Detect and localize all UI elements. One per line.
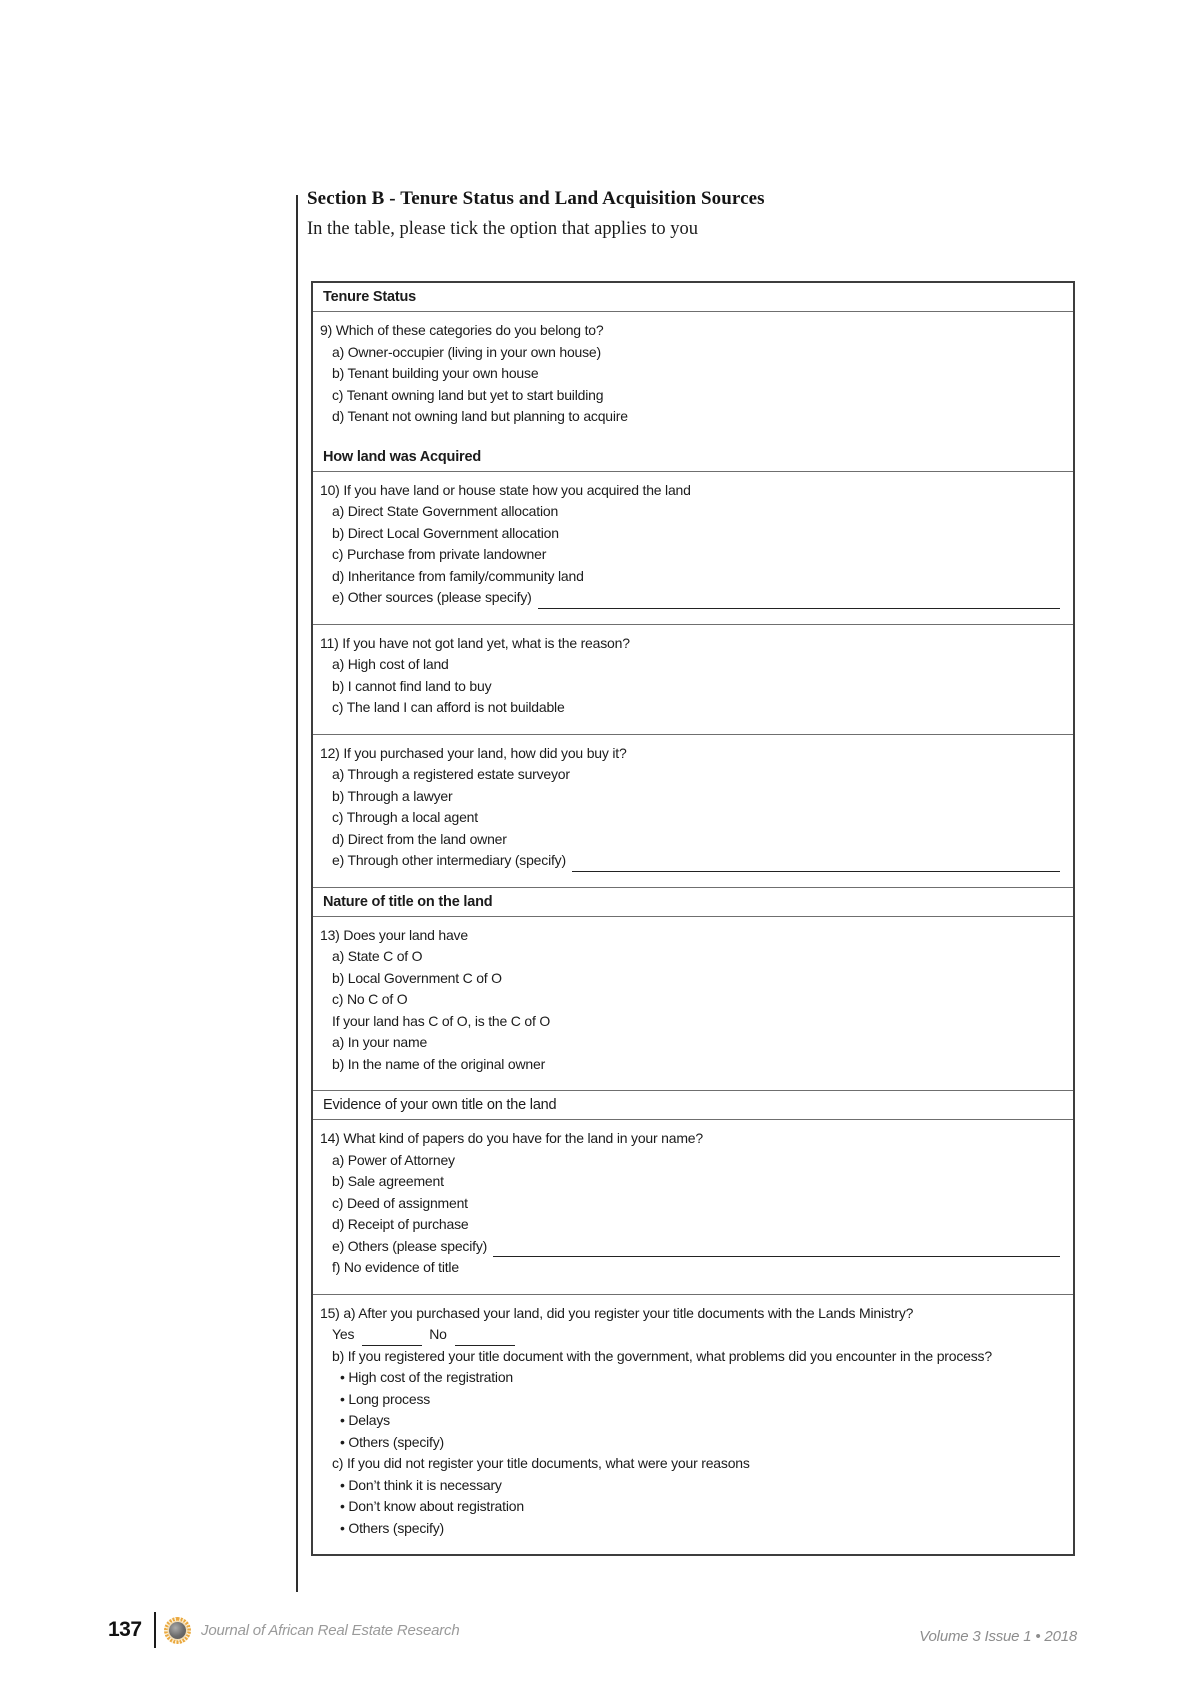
question-block <box>313 472 1073 625</box>
option-line <box>320 320 1061 342</box>
option-line <box>320 850 1061 872</box>
option-line <box>320 1303 1061 1325</box>
option-text: • Long process <box>340 1390 431 1407</box>
option-line <box>320 968 1061 990</box>
option-text: a) In your name <box>332 1034 428 1050</box>
option-text: a) Through a registered estate surveyor <box>332 766 570 782</box>
option-text: e) Other sources (please specify) <box>332 589 532 605</box>
option-text: • Don’t think it is necessary <box>340 1476 502 1493</box>
option-line <box>320 1236 1061 1258</box>
option-text: b) In the name of the original owner <box>332 1055 546 1072</box>
answer-blank-line <box>538 593 1060 609</box>
issue-info: Volume 3 Issue 1 • 2018 <box>919 1628 1077 1645</box>
option-text: a) Owner-occupier (living in your own house) <box>332 343 601 360</box>
journal-logo-icon <box>164 1617 191 1644</box>
footer-divider <box>154 1612 157 1648</box>
option-line <box>320 1367 1061 1389</box>
option-line <box>320 480 1061 502</box>
option-line <box>320 829 1061 851</box>
answer-label: Yes <box>332 1326 355 1342</box>
option-line <box>320 1011 1061 1033</box>
question-block <box>313 625 1073 735</box>
option-text: c) Through a local agent <box>332 809 478 825</box>
option-line <box>320 654 1061 676</box>
instruction-text: In the table, please tick the option that applies to you <box>307 219 698 239</box>
footer-left <box>108 1610 460 1650</box>
option-line <box>320 342 1061 364</box>
option-text: c) The land I can afford is not buildable <box>332 699 565 715</box>
option-line <box>320 566 1061 588</box>
option-line <box>320 385 1061 407</box>
section-title: Section B - Tenure Status and Land Acquisition Sources <box>307 188 765 209</box>
option-text: c) Deed of assignment <box>332 1194 468 1211</box>
option-text: c) Purchase from private landowner <box>332 546 547 562</box>
option-line <box>320 697 1061 719</box>
option-line <box>320 786 1061 808</box>
option-text: 12) If you purchased your land, how did you buy it? <box>320 744 627 761</box>
option-text: b) Tenant building your own house <box>332 365 539 381</box>
option-line <box>320 743 1061 765</box>
answer-blank-line <box>455 1330 515 1346</box>
option-line <box>320 1496 1061 1518</box>
option-line <box>320 676 1061 698</box>
option-text: d) Inheritance from family/community land <box>332 567 584 584</box>
option-line <box>320 544 1061 566</box>
option-line <box>320 523 1061 545</box>
option-text: 14) What kind of papers do you have for the land in your name? <box>320 1130 703 1146</box>
option-line <box>320 1410 1061 1432</box>
option-text: b) Local Government C of O <box>332 969 502 986</box>
table-section-header: How land was Acquired <box>313 443 1073 472</box>
option-line <box>320 501 1061 523</box>
option-text: 10) If you have land or house state how you acquired the land <box>320 481 691 498</box>
option-line <box>320 587 1061 609</box>
question-block <box>313 1120 1073 1295</box>
option-line <box>320 1389 1061 1411</box>
option-line <box>320 406 1061 428</box>
option-text: • Don’t know about registration <box>340 1498 524 1514</box>
option-text: a) Power of Attorney <box>332 1151 455 1168</box>
option-text: d) Direct from the land owner <box>332 830 507 847</box>
option-text: a) State C of O <box>332 948 423 964</box>
answer-blank-line <box>362 1330 422 1346</box>
question-block <box>313 1295 1073 1555</box>
option-text: • Others (specify) <box>340 1433 444 1450</box>
option-text: c) Tenant owning land but yet to start building <box>332 386 604 403</box>
option-text: b) Through a lawyer <box>332 787 453 804</box>
option-line <box>320 1453 1061 1475</box>
option-text: f) No evidence of title <box>332 1259 459 1275</box>
option-line <box>320 1214 1061 1236</box>
option-text: • High cost of the registration <box>340 1369 514 1385</box>
option-line <box>320 1150 1061 1172</box>
option-line <box>320 764 1061 786</box>
option-text: • Others (specify) <box>340 1519 444 1536</box>
option-line <box>320 1518 1061 1540</box>
option-text: b) If you registered your title document with the government, what problems did you encounter in the process? <box>332 1347 992 1364</box>
option-line <box>320 807 1061 829</box>
journal-name: Journal of African Real Estate Research <box>201 1621 460 1639</box>
page-number: 137 <box>108 1618 142 1641</box>
option-line <box>320 1346 1061 1368</box>
option-line <box>320 1054 1061 1076</box>
option-text: a) Direct State Government allocation <box>332 503 559 519</box>
question-block <box>313 917 1073 1092</box>
option-line <box>320 1032 1061 1054</box>
option-text: e) Through other intermediary (specify) <box>332 852 566 868</box>
option-text: d) Receipt of purchase <box>332 1216 469 1232</box>
option-text: c) No C of O <box>332 991 408 1007</box>
option-line <box>320 1324 1061 1346</box>
question-block <box>313 312 1073 443</box>
option-line <box>320 1171 1061 1193</box>
option-text: b) Sale agreement <box>332 1173 444 1189</box>
option-line <box>320 1193 1061 1215</box>
table-section-header: Evidence of your own title on the land <box>313 1091 1073 1120</box>
answer-blank-line <box>572 856 1060 872</box>
option-text: e) Others (please specify) <box>332 1237 488 1254</box>
option-text: b) I cannot find land to buy <box>332 677 492 694</box>
option-text: d) Tenant not owning land but planning to acquire <box>332 408 628 424</box>
question-block <box>313 735 1073 888</box>
option-text: a) High cost of land <box>332 656 449 672</box>
table-section-header: Nature of title on the land <box>313 888 1073 917</box>
option-text: b) Direct Local Government allocation <box>332 524 559 541</box>
option-line <box>320 1475 1061 1497</box>
option-text: c) If you did not register your title documents, what were your reasons <box>332 1455 750 1471</box>
option-text: 9) Which of these categories do you belong to? <box>320 322 604 338</box>
option-line <box>320 1128 1061 1150</box>
option-line <box>320 1257 1061 1279</box>
option-text: If your land has C of O, is the C of O <box>332 1012 551 1029</box>
option-line <box>320 989 1061 1011</box>
option-line <box>320 633 1061 655</box>
answer-label: No <box>429 1326 447 1342</box>
tenure-status-survey-table <box>311 281 1075 1556</box>
option-text: 15) a) After you purchased your land, did you register your title documents with the Lands Ministry? <box>320 1304 914 1321</box>
option-line <box>320 1432 1061 1454</box>
option-text: 11) If you have not got land yet, what is the reason? <box>320 634 630 651</box>
table-section-header: Tenure Status <box>313 283 1073 312</box>
option-line <box>320 925 1061 947</box>
option-line <box>320 363 1061 385</box>
answer-blank-line <box>493 1241 1060 1257</box>
margin-rule <box>296 195 298 1592</box>
option-text: 13) Does your land have <box>320 926 468 943</box>
option-text: • Delays <box>340 1412 390 1428</box>
option-line <box>320 946 1061 968</box>
